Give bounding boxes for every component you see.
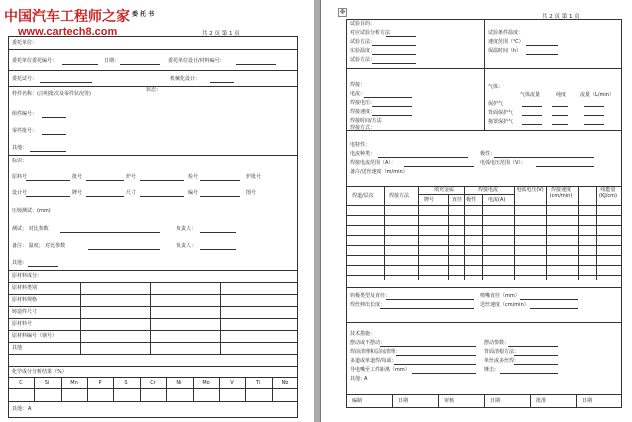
watermark-url: www.cartech8.com bbox=[18, 26, 118, 38]
weld-voltage-label: 焊接电压： bbox=[350, 100, 376, 106]
th-heat-input: 线能量(KJ/cm) bbox=[599, 187, 617, 199]
responsible-label-1: 负责人： bbox=[176, 226, 197, 232]
weld-speed-label: 焊接速度： bbox=[350, 109, 376, 115]
temp-range-label: 速度范围（℃） bbox=[488, 39, 524, 45]
page-separator bbox=[320, 0, 321, 422]
th-amps: 电流(A) bbox=[488, 197, 506, 203]
weld-mode-label: 焊接方式： bbox=[350, 125, 376, 131]
page2-page-counter: 共 2 页 第 1 页 bbox=[542, 14, 580, 20]
chem-col-si: Si bbox=[44, 380, 50, 386]
test-compare-label: 测试： 对比参数 bbox=[12, 226, 49, 232]
polarity-label: 极性： bbox=[480, 151, 496, 157]
signature-divider bbox=[484, 394, 485, 408]
mark-heat: 炉号 bbox=[126, 174, 137, 180]
material-row-spec: 原材料规格 bbox=[12, 297, 38, 303]
mark-batch: 批号 bbox=[72, 174, 83, 180]
trail-gas-label: 拖罩保护气 bbox=[488, 119, 514, 125]
param-row bbox=[346, 245, 622, 246]
condition-temp-label: 试验条件温度： bbox=[488, 30, 524, 36]
backgouge-label: 背面清根方法： bbox=[484, 349, 520, 355]
test-method-label: 试验方法： bbox=[350, 39, 376, 45]
gas-purity-header: 纯度 bbox=[556, 92, 567, 98]
mark-raw-no: 原料号 bbox=[12, 174, 28, 180]
chem-col-p: P bbox=[98, 380, 102, 386]
multipass-label: 多道或单道焊/每面： bbox=[350, 358, 397, 364]
mark-design: 设计号 bbox=[12, 190, 28, 196]
weave-param-label: 摆动参数： bbox=[484, 340, 510, 346]
material-row-other: 其他 bbox=[12, 345, 23, 351]
back-gas-label: 背面保护气 bbox=[488, 110, 514, 116]
mark-check: 检号 bbox=[188, 174, 199, 180]
date-label: 日期： bbox=[104, 58, 120, 64]
param-col-divider bbox=[482, 194, 483, 280]
chem-col-ni: Ni bbox=[176, 380, 182, 386]
test-temp-label: 实验温度： bbox=[350, 48, 376, 54]
chem-section-title: 化学成分分析结果（%） bbox=[12, 369, 67, 375]
shield-gas-label: 保护气 bbox=[488, 101, 504, 107]
param-row bbox=[346, 255, 622, 256]
chem-col-nb: Nb bbox=[281, 380, 289, 386]
material-row-no: 原材料号 bbox=[12, 321, 33, 327]
peening-label: 锤击： bbox=[484, 367, 500, 373]
parts-other-label: 其他： bbox=[12, 145, 28, 151]
param-row bbox=[346, 265, 622, 266]
chem-col-v: V bbox=[230, 380, 234, 386]
footer-other-label: 其他： bbox=[12, 406, 28, 412]
th-current: 焊接电流 bbox=[478, 187, 499, 193]
th-filler: 填充金属 bbox=[434, 187, 455, 193]
test-method-2-label: 试验方法： bbox=[350, 57, 376, 63]
chem-col-cr: Cr bbox=[150, 380, 156, 386]
table-move-handle-icon[interactable]: ✥ bbox=[339, 8, 346, 16]
chem-col-c: C bbox=[19, 380, 23, 386]
mark-grade: 牌号 bbox=[72, 190, 83, 196]
sample-name-label: 样件名称：(注明批次及零件状况等) bbox=[12, 91, 91, 97]
client-sample-no-label: 委托单位委托编号： bbox=[12, 58, 58, 64]
voltage-range-label: 电弧电压范围（V）： bbox=[480, 160, 526, 166]
material-section-title: 原材料成分： bbox=[12, 273, 43, 279]
signature-cell: 审核 bbox=[444, 398, 455, 404]
param-row bbox=[346, 235, 622, 236]
responsible-label-2: 负责人： bbox=[176, 243, 197, 249]
material-row-size: 铸造件尺寸 bbox=[12, 309, 38, 315]
technique-label: 技术措施： bbox=[350, 331, 376, 337]
design-no-label: 委托单位设计/材料编号： bbox=[168, 58, 225, 64]
signature-divider bbox=[392, 394, 393, 408]
cleaning-label: 焊前清理和层间清理： bbox=[350, 349, 401, 355]
current-range-label: 焊接电流范围（A）： bbox=[350, 160, 396, 166]
signature-cell: 日期 bbox=[582, 398, 593, 404]
signature-divider bbox=[576, 394, 577, 408]
gas-label: 气体： bbox=[488, 84, 504, 90]
param-row bbox=[346, 225, 622, 226]
welding-label: 焊接： bbox=[350, 82, 366, 88]
gas-rate-header: 流量（L/min） bbox=[580, 92, 614, 98]
press-other-label: 其他： bbox=[12, 260, 28, 266]
chem-col-mn: Mn bbox=[70, 380, 78, 386]
mechanization-label: 机械化设计： bbox=[170, 76, 201, 82]
signature-cell: 批准 bbox=[536, 398, 547, 404]
weave-label: 摆动或不摆动： bbox=[350, 340, 386, 346]
material-row-type: 原材料类别 bbox=[12, 285, 38, 291]
state-label: 状态： bbox=[146, 87, 162, 93]
chem-col-ti: Ti bbox=[255, 380, 261, 386]
current-label: 电流： bbox=[350, 91, 366, 97]
document-title: 委 托 书 bbox=[132, 11, 155, 18]
assembly-no-label: 组件编号： bbox=[12, 111, 38, 117]
th-pass: 焊道/层次 bbox=[352, 193, 374, 199]
th-polarity: 极性 bbox=[466, 197, 477, 203]
stickout-label: 焊丝伸出长度： bbox=[350, 302, 386, 308]
param-col-divider bbox=[448, 194, 449, 280]
tip-distance-label: 导电嘴至工件距离（mm） bbox=[350, 367, 410, 373]
th-grade: 牌号 bbox=[424, 197, 435, 203]
watermark-title: 中国汽车工程师之家 bbox=[4, 10, 130, 25]
sec5-other-mark: A bbox=[364, 376, 368, 382]
th-method: 焊接方法 bbox=[389, 193, 410, 199]
feed-speed-label: 送丝速度（cm/min） bbox=[480, 302, 529, 308]
th-voltage: 电弧电压(V) bbox=[516, 187, 544, 193]
electrical-label: 电特性： bbox=[350, 142, 371, 148]
hold-time-label: 保温时间（h） bbox=[488, 48, 522, 54]
client-label: 委托单位： bbox=[12, 40, 38, 46]
single-multi-wire-label: 单丝或多丝焊： bbox=[484, 358, 520, 364]
trial-no-label: 委托试号： bbox=[12, 76, 38, 82]
nozzle-label: 喷嘴直径（mm） bbox=[480, 293, 520, 299]
current-type-label: 电流种类： bbox=[350, 151, 376, 157]
wire-speed-label: 备注/送丝速度（m/min） bbox=[350, 169, 408, 175]
mark-size: 尺寸 bbox=[126, 190, 137, 196]
sec5-other-label: 其他： bbox=[350, 376, 366, 382]
test-purpose-label: 试验目的： bbox=[350, 21, 376, 27]
signature-cell: 日期 bbox=[490, 398, 501, 404]
material-row-steel-no: 原材料编号（钢号） bbox=[12, 333, 58, 339]
signature-cell: 日期 bbox=[398, 398, 409, 404]
gas-flow-header: 气体流量 bbox=[520, 92, 541, 98]
signature-divider bbox=[438, 394, 439, 408]
mark-label: 标识： bbox=[12, 158, 28, 164]
weld-time-label: 焊接时间/方法 bbox=[350, 118, 382, 124]
param-row bbox=[346, 215, 622, 216]
chem-col-mo: Mo bbox=[202, 380, 210, 386]
signature-cell: 编制 bbox=[352, 398, 363, 404]
mark-serial: 编号 bbox=[188, 190, 199, 196]
footer-other-mark: A bbox=[28, 406, 32, 412]
press-test-label: 压铸测试：(mm) bbox=[12, 208, 51, 214]
mark-drawing: 图号 bbox=[246, 190, 257, 196]
th-speed: 焊接速度(cm/min) bbox=[549, 187, 573, 199]
param-row bbox=[346, 275, 622, 276]
remark-compare-label: 备注： 温度； 对比参数 bbox=[12, 243, 66, 249]
chem-col-s: S bbox=[124, 380, 128, 386]
analysis-method-label: 对应试验分析方法 bbox=[350, 30, 391, 36]
mark-heat-batch: 炉批号 bbox=[246, 174, 262, 180]
signature-divider bbox=[530, 394, 531, 408]
th-diameter: 直径 bbox=[452, 197, 463, 203]
tungsten-label: 钨极类型及直径： bbox=[350, 293, 391, 299]
part-batch-label: 零件批号： bbox=[12, 128, 38, 134]
page1-page-counter: 共 2 页 第 1 页 bbox=[202, 31, 240, 37]
